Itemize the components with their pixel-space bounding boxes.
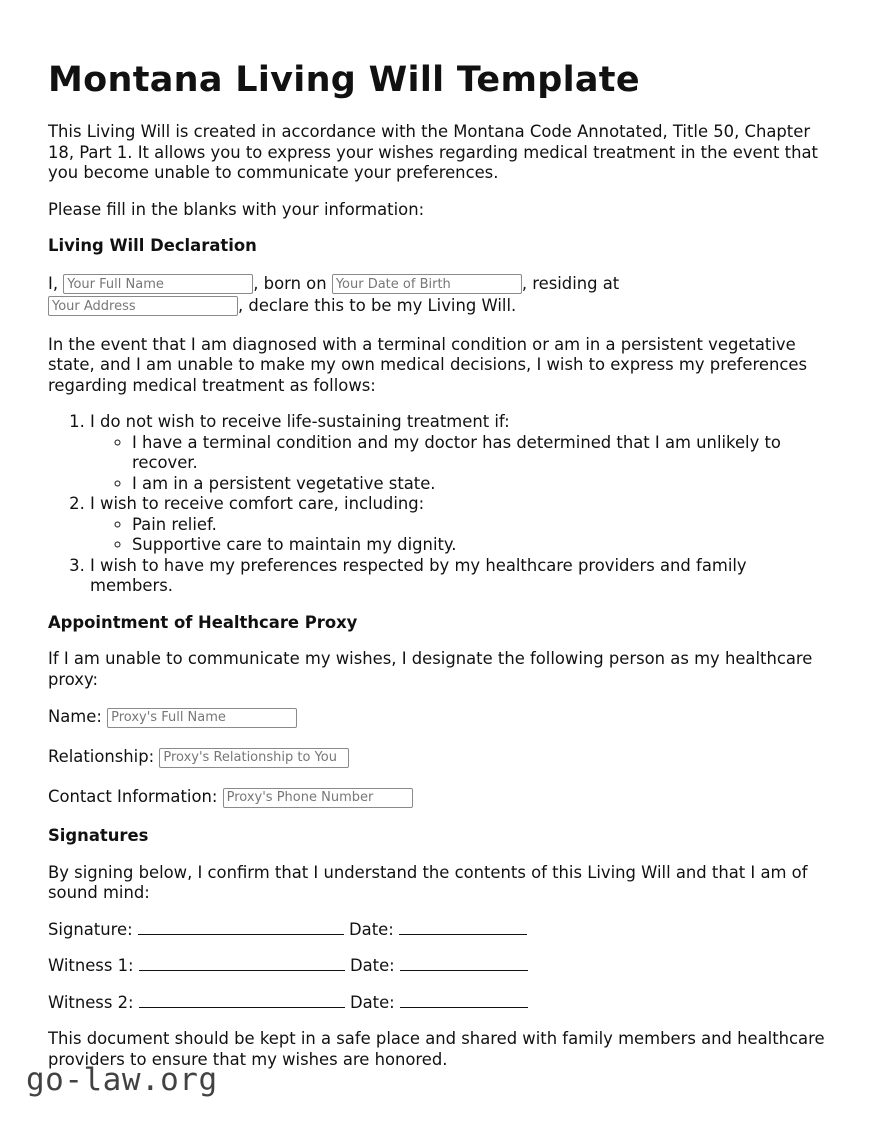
proxy-contact-label: Contact Information: bbox=[48, 787, 218, 806]
instruction-text: Please fill in the blanks with your information: bbox=[48, 199, 425, 219]
sub-list bbox=[90, 515, 828, 556]
proxy-intro: If I am unable to communicate my wishes, I designate the following person as my healthcare proxy: bbox=[48, 649, 813, 689]
signature-date-line[interactable] bbox=[399, 920, 527, 935]
witness2-row bbox=[48, 993, 828, 1014]
page-title: Montana Living Will Template bbox=[48, 60, 640, 100]
sub-list-item: ◦ Pain relief. bbox=[132, 515, 828, 536]
full-name-input[interactable] bbox=[63, 274, 253, 294]
date-of-birth-input[interactable] bbox=[332, 274, 522, 294]
proxy-heading: Appointment of Healthcare Proxy bbox=[48, 612, 358, 632]
proxy-contact-row bbox=[48, 786, 828, 808]
list-item bbox=[90, 556, 828, 597]
date-label: Date: bbox=[349, 919, 394, 939]
document-body bbox=[48, 58, 828, 1086]
list-item-text: I wish to receive comfort care, including: bbox=[90, 494, 425, 513]
i-prefix: I, bbox=[48, 273, 59, 293]
preferences-list bbox=[48, 412, 828, 597]
declaration-sentence bbox=[48, 273, 828, 317]
sub-list-item: ◦ I have a terminal condition and my doctor has determined that I am unlikely to recover. bbox=[132, 433, 828, 474]
proxy-relationship-row bbox=[48, 746, 828, 768]
signature-row bbox=[48, 920, 828, 941]
date-label: Date: bbox=[349, 956, 395, 975]
address-input[interactable] bbox=[48, 296, 238, 316]
witness2-signature-line[interactable] bbox=[139, 993, 345, 1008]
signature-line[interactable] bbox=[138, 920, 344, 935]
declare-text: , declare this to be my Living Will. bbox=[238, 295, 517, 315]
proxy-contact-input[interactable] bbox=[223, 788, 413, 808]
watermark: go-law.org bbox=[26, 1062, 218, 1098]
witness1-date-line[interactable] bbox=[400, 956, 528, 971]
sub-list bbox=[90, 433, 828, 495]
witness1-signature-line[interactable] bbox=[139, 956, 345, 971]
witness1-label: Witness 1: bbox=[48, 956, 134, 975]
witness2-date-line[interactable] bbox=[400, 993, 528, 1008]
residing-at-text: , residing at bbox=[521, 273, 620, 293]
sub-list-item: ◦ Supportive care to maintain my dignity. bbox=[132, 535, 828, 556]
list-item-text: I do not wish to receive life-sustaining treatment if: bbox=[90, 412, 510, 431]
list-item bbox=[90, 494, 828, 556]
proxy-name-input[interactable] bbox=[107, 708, 297, 728]
closing-paragraph: This document should be kept in a safe place and shared with family members and healthcare providers to ensure that my wishes are honored. bbox=[48, 1029, 825, 1069]
signatures-intro: By signing below, I confirm that I understand the contents of this Living Will and that I am of sound mind: bbox=[48, 862, 808, 902]
list-item bbox=[90, 412, 828, 494]
signatures-heading: Signatures bbox=[48, 826, 149, 845]
event-paragraph: In the event that I am diagnosed with a terminal condition or am in a persistent vegetative state, and I am unable to make my own medical decisions, I wish to express my preferences regarding medical treatment as follows: bbox=[48, 334, 808, 395]
proxy-relationship-label: Relationship: bbox=[48, 747, 155, 766]
list-item-text: I wish to have my preferences respected by my healthcare providers and family members. bbox=[90, 555, 747, 595]
proxy-name-label: Name: bbox=[48, 707, 102, 726]
witness1-row bbox=[48, 956, 828, 977]
declaration-heading: Living Will Declaration bbox=[48, 236, 257, 255]
proxy-relationship-input[interactable] bbox=[159, 748, 349, 768]
intro-paragraph: This Living Will is created in accordance with the Montana Code Annotated, Title 50, Chapter 18, Part 1. It allows you to express your wishes regarding medical treatment in the event that you become unable to communicate your preferences. bbox=[48, 122, 818, 182]
proxy-name-row bbox=[48, 706, 828, 728]
born-on-text: , born on bbox=[253, 273, 327, 293]
sub-list-item: ◦ I am in a persistent vegetative state. bbox=[132, 474, 828, 495]
date-label: Date: bbox=[349, 992, 395, 1012]
witness2-label: Witness 2: bbox=[48, 992, 134, 1012]
signature-label: Signature: bbox=[48, 919, 133, 939]
